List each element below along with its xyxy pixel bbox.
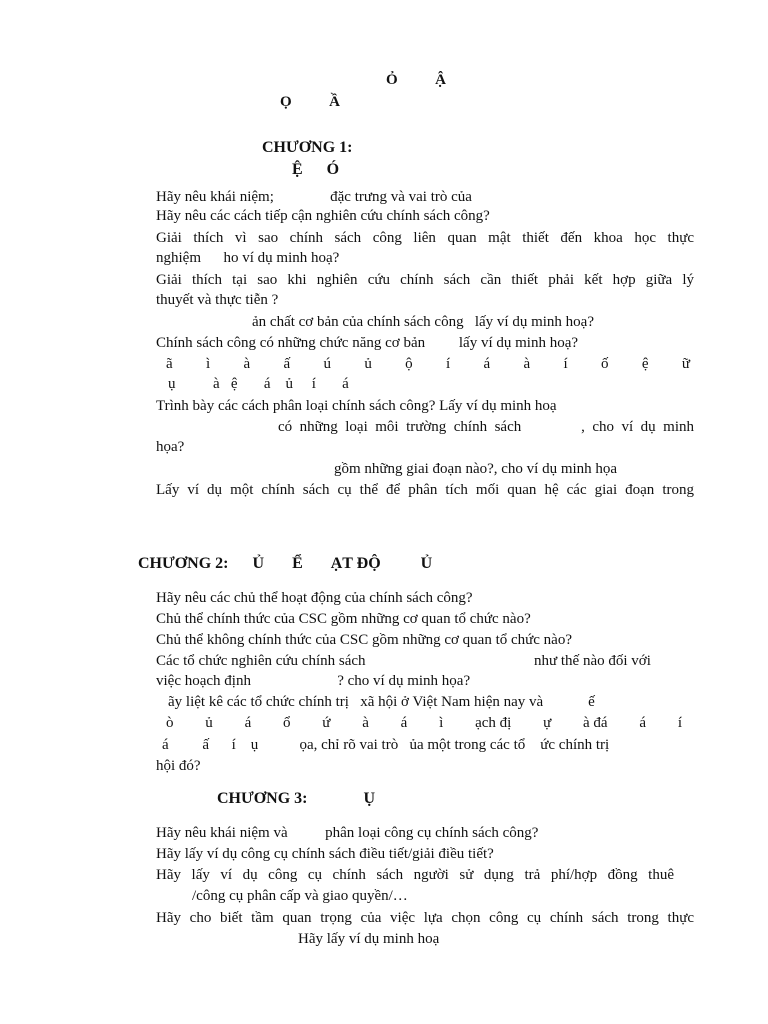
ch2-question-5-line1: ãy liệt kê các tổ chức chính trị xã hội ở Việt Nam hiện nay và ế	[168, 694, 595, 710]
glyph: ấ	[283, 356, 291, 372]
glyph: ú	[323, 356, 331, 372]
ch1-question-7-line2: ụ à ệ á ủ í á	[168, 376, 349, 392]
glyph: à	[523, 356, 531, 372]
glyph: à đá	[583, 715, 608, 731]
ch1-question-3-line2: nghiệm ho ví dụ minh hoạ?	[156, 250, 340, 266]
ch1-question-10: gồm những giai đoạn nào?, cho ví dụ minh họa	[334, 461, 618, 477]
ch1-question-5: ản chất cơ bản của chính sách công lấy ví dụ minh hoạ?	[252, 314, 594, 330]
glyph: ộ	[405, 356, 413, 372]
ch3-question-3-line2: /công cụ phân cấp và giao quyền/…	[192, 888, 408, 904]
ch2-question-5-line3: á ấ í ụ ọa, chỉ rõ vai trò ủa một trong các tổ ức chính trị	[162, 737, 610, 753]
ch2-question-5-line4: hội đó?	[156, 758, 201, 774]
glyph: à	[362, 715, 369, 731]
glyph: í	[563, 356, 568, 372]
chapter2-heading: CHƯƠNG 2: Ủ Ể ẠT ĐỘ Ủ	[138, 555, 433, 572]
ch3-question-4-line2: Hãy lấy ví dụ minh hoạ	[298, 931, 440, 947]
ch2-question-2: Chủ thể chính thức của CSC gồm những cơ quan tổ chức nào?	[156, 611, 531, 627]
ch1-question-11: Lấy ví dụ một chính sách cụ thể để phân tích mối quan hệ các giai đoạn trong	[156, 482, 694, 498]
glyph: ữ	[681, 356, 690, 372]
glyph: á	[639, 715, 647, 731]
ch2-question-1: Hãy nêu các chủ thể hoạt động của chính sách công?	[156, 590, 473, 606]
ch1-question-4-line1: Giải thích tại sao khi nghiên cứu chính sách cần thiết phải kết hợp giữa lý	[156, 272, 694, 288]
glyph: ứ	[322, 715, 331, 731]
glyph: à	[243, 356, 251, 372]
ch3-question-2: Hãy lấy ví dụ công cụ chính sách điều tiết/giải điều tiết?	[156, 846, 494, 862]
glyph: á	[244, 715, 252, 731]
ch1-question-8: Trình bày các cách phân loại chính sách công? Lấy ví dụ minh hoạ	[156, 398, 557, 414]
glyph: ạch đị	[475, 715, 512, 731]
ch2-question-4-line1-left: Các tổ chức nghiên cứu chính sách	[156, 653, 366, 669]
chapter3-heading: CHƯƠNG 3: Ụ	[217, 790, 376, 807]
glyph: ò	[166, 715, 174, 731]
glyph: í	[677, 715, 682, 731]
chapter1-heading: CHƯƠNG 1:	[262, 139, 353, 156]
glyph: ã	[166, 356, 173, 372]
ch3-question-3-line1: Hãy lấy ví dụ công cụ chính sách người sử dụng trả phí/hợp đồng thuê	[156, 867, 674, 883]
glyph: ự	[543, 715, 552, 731]
glyph: ì	[206, 356, 211, 372]
glyph: ì	[439, 715, 444, 731]
chapter1-subheading: Ệ Ó	[292, 161, 340, 178]
glyph: ổ	[283, 715, 291, 731]
glyph: ệ	[641, 356, 649, 372]
ch1-question-7-line1	[166, 354, 690, 374]
glyph: ủ	[205, 715, 213, 731]
ch2-question-4-line1-right: như thế nào đối với	[534, 653, 651, 669]
doc-title-line2: Ọ Ầ	[280, 94, 340, 110]
glyph: á	[400, 715, 408, 731]
ch1-question-6: Chính sách công có những chức năng cơ bản lấy ví dụ minh hoạ?	[156, 335, 579, 351]
ch1-question-4-line2: thuyết và thực tiễn ?	[156, 292, 279, 308]
ch1-question-2: Hãy nêu các cách tiếp cận nghiên cứu chính sách công?	[156, 208, 490, 224]
ch1-question-1: Hãy nêu khái niệm; đặc trưng và vai trò của	[156, 189, 472, 205]
glyph: á	[483, 356, 491, 372]
doc-title-line1: Ỏ Ậ	[386, 72, 446, 88]
glyph: ố	[600, 356, 609, 372]
ch2-question-5-line2	[166, 713, 682, 733]
glyph: ủ	[364, 356, 372, 372]
ch1-question-3-line1: Giải thích vì sao chính sách công liên quan mật thiết đến khoa học thực	[156, 230, 694, 246]
ch2-question-4-line2: việc hoạch định ? cho ví dụ minh họa?	[156, 673, 471, 689]
ch1-question-9-line1: có những loại môi trường chính sách , cho ví dụ minh	[278, 419, 694, 435]
glyph: í	[445, 356, 451, 372]
ch3-question-4-line1: Hãy cho biết tầm quan trọng của việc lựa chọn công cụ chính sách trong thực	[156, 910, 694, 926]
ch2-question-3: Chủ thể không chính thức của CSC gồm những cơ quan tổ chức nào?	[156, 632, 573, 648]
ch1-question-9-line2: họa?	[156, 439, 185, 455]
ch3-question-1: Hãy nêu khái niệm và phân loại công cụ chính sách công?	[156, 825, 539, 841]
